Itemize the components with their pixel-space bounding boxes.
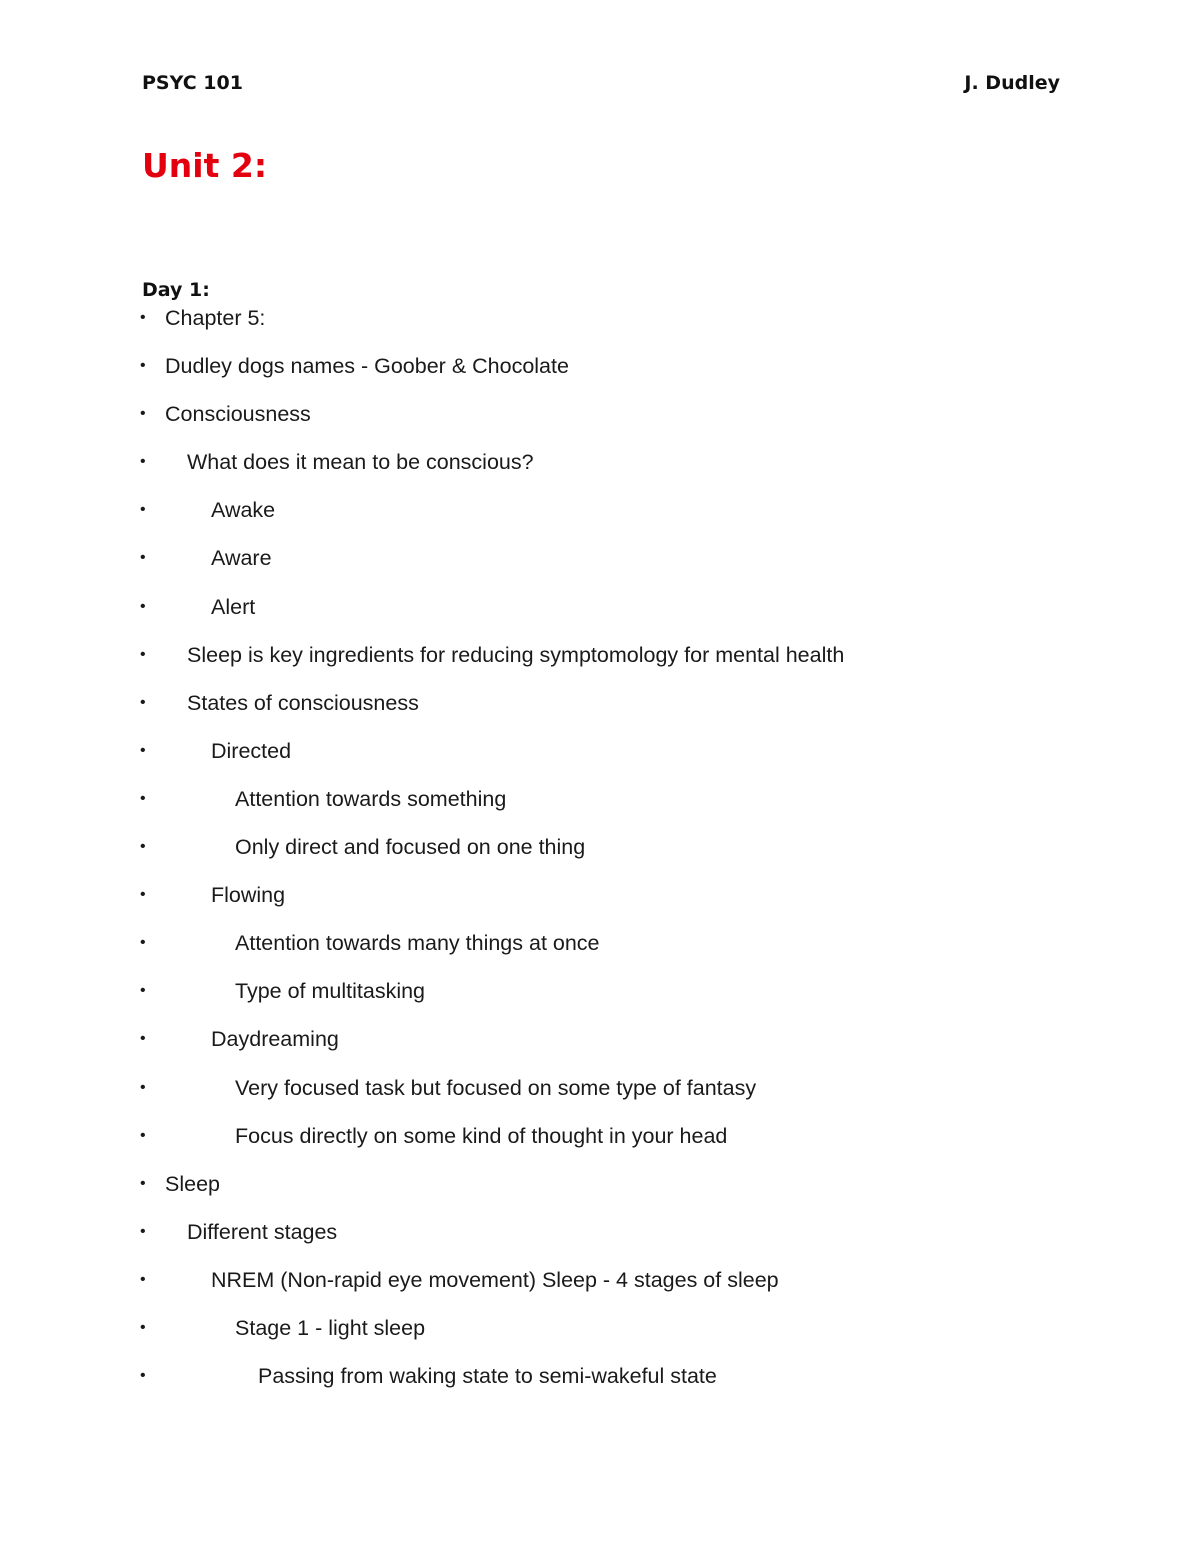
bullet-icon: • — [140, 693, 146, 711]
note-text: Attention towards many things at once — [235, 931, 600, 956]
bullet-icon: • — [140, 1078, 146, 1096]
bullet-icon: • — [140, 357, 146, 375]
bullet-icon: • — [140, 453, 146, 471]
note-item — [0, 541, 1200, 589]
note-text: States of consciousness — [187, 690, 419, 715]
note-text: Alert — [211, 594, 256, 619]
note-item — [0, 301, 1200, 349]
note-item — [0, 1311, 1200, 1359]
note-item — [0, 1359, 1200, 1407]
bullet-icon: • — [140, 1270, 146, 1288]
bullet-icon: • — [140, 1174, 146, 1192]
bullet-icon: • — [140, 405, 146, 423]
bullet-icon: • — [140, 1126, 146, 1144]
note-text: What does it mean to be conscious? — [187, 450, 534, 475]
note-text: NREM (Non-rapid eye movement) Sleep - 4 stages of sleep — [211, 1267, 779, 1292]
note-item — [0, 1119, 1200, 1167]
note-text: Very focused task but focused on some type of fantasy — [235, 1075, 757, 1100]
note-text: Dudley dogs names - Goober & Chocolate — [165, 354, 569, 379]
note-item — [0, 493, 1200, 541]
note-item — [0, 686, 1200, 734]
note-text: Daydreaming — [211, 1027, 339, 1052]
note-item — [0, 974, 1200, 1022]
bullet-icon: • — [140, 934, 146, 952]
note-item — [0, 878, 1200, 926]
day-title: Day 1: — [142, 279, 210, 301]
note-text: Consciousness — [165, 402, 311, 427]
note-item — [0, 1263, 1200, 1311]
bullet-icon: • — [140, 645, 146, 663]
bullet-icon: • — [140, 886, 146, 904]
bullet-icon: • — [140, 597, 146, 615]
note-item — [0, 782, 1200, 830]
note-item — [0, 1071, 1200, 1119]
note-item — [0, 1022, 1200, 1070]
note-text: Stage 1 - light sleep — [235, 1315, 426, 1340]
bullet-icon: • — [140, 741, 146, 759]
bullet-icon: • — [140, 1318, 146, 1336]
note-text: Chapter 5: — [165, 306, 266, 330]
note-text: Passing from waking state to semi-wakeful state — [258, 1364, 717, 1389]
unit-title: Unit 2: — [142, 146, 268, 185]
note-item — [0, 349, 1200, 397]
bullet-icon: • — [140, 549, 146, 567]
note-item — [0, 1167, 1200, 1215]
notes-list — [0, 301, 1200, 1407]
note-text: Aware — [211, 546, 272, 571]
note-text: Directed — [211, 738, 292, 763]
note-item — [0, 445, 1200, 493]
bullet-icon: • — [140, 838, 146, 856]
bullet-icon: • — [140, 1222, 146, 1240]
note-text: Focus directly on some kind of thought in your head — [235, 1123, 728, 1148]
note-item — [0, 638, 1200, 686]
bullet-icon: • — [140, 309, 146, 326]
bullet-icon: • — [140, 789, 146, 807]
bullet-icon: • — [140, 1030, 146, 1048]
bullet-icon: • — [140, 982, 146, 1000]
note-item — [0, 830, 1200, 878]
note-text: Type of multitasking — [235, 979, 426, 1004]
course-code: PSYC 101 — [142, 72, 243, 94]
bullet-icon: • — [140, 1367, 146, 1385]
note-item — [0, 397, 1200, 445]
note-item — [0, 590, 1200, 638]
note-text: Sleep is key ingredients for reducing symptomology for mental health — [187, 642, 845, 667]
note-text: Awake — [211, 498, 276, 523]
note-item — [0, 1215, 1200, 1263]
note-text: Attention towards something — [235, 786, 507, 811]
note-text: Flowing — [211, 883, 286, 908]
bullet-icon: • — [140, 501, 146, 519]
note-item — [0, 734, 1200, 782]
note-text: Sleep — [165, 1171, 220, 1196]
note-text: Only direct and focused on one thing — [235, 835, 586, 860]
author-name: J. Dudley — [964, 72, 1060, 94]
note-text: Different stages — [187, 1219, 338, 1244]
note-item — [0, 926, 1200, 974]
